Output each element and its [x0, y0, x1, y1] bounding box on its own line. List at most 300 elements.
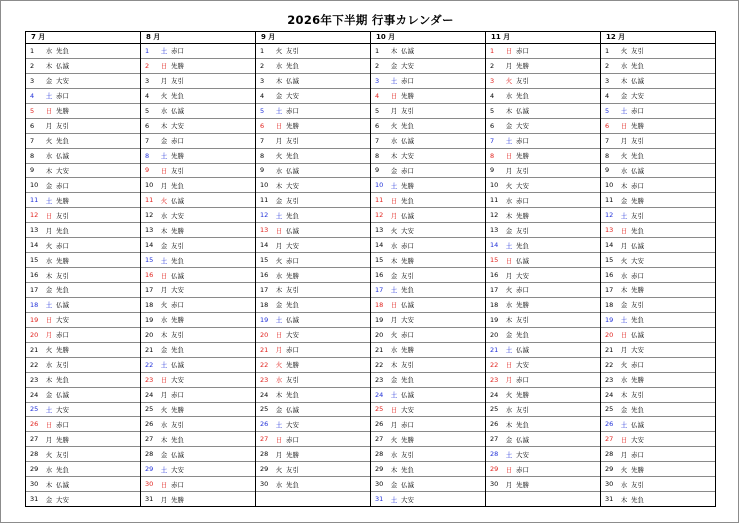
day-number: 14	[490, 241, 499, 250]
weekday: 木	[160, 435, 168, 444]
day-number: 19	[145, 315, 154, 324]
day-row	[371, 58, 485, 73]
day-number: 18	[30, 300, 39, 309]
weekday: 月	[505, 166, 513, 175]
day-number: 2	[375, 61, 380, 70]
day-row	[601, 177, 715, 192]
day-row	[601, 431, 715, 446]
weekday: 月	[390, 107, 398, 116]
day-row	[141, 491, 255, 506]
day-number: 18	[260, 300, 269, 309]
day-row	[486, 491, 600, 506]
weekday: 日	[620, 122, 628, 131]
page-title: 2026年下半期 行事カレンダー	[287, 13, 454, 27]
day-number: 28	[490, 450, 499, 459]
day-number: 28	[375, 450, 384, 459]
day-number: 10	[260, 181, 269, 190]
day-row	[256, 282, 370, 297]
day-row	[26, 177, 140, 192]
day-row	[371, 402, 485, 417]
weekday: 土	[390, 495, 398, 504]
day-number: 26	[30, 420, 39, 429]
day-row	[371, 148, 485, 163]
day-row	[601, 491, 715, 506]
weekday: 日	[160, 166, 168, 175]
weekday: 火	[160, 405, 168, 414]
day-row	[601, 372, 715, 387]
rokuyo: 仏滅	[516, 435, 529, 444]
rokuyo: 先負	[286, 62, 299, 71]
day-row	[371, 282, 485, 297]
day-row	[26, 88, 140, 103]
day-number: 1	[375, 46, 380, 55]
day-row	[486, 133, 600, 148]
rokuyo: 先勝	[631, 196, 644, 205]
weekday: 木	[505, 107, 513, 116]
day-number: 24	[490, 390, 499, 399]
day-number: 22	[30, 360, 39, 369]
weekday: 金	[275, 405, 283, 414]
day-number: 11	[260, 196, 269, 205]
day-number: 30	[375, 480, 384, 489]
rokuyo: 赤口	[631, 361, 644, 370]
weekday: 水	[620, 376, 628, 385]
day-number: 17	[145, 285, 154, 294]
day-number: 14	[260, 241, 269, 250]
rokuyo: 赤口	[401, 166, 414, 175]
day-row	[141, 372, 255, 387]
weekday: 日	[275, 331, 283, 340]
day-number: 26	[145, 420, 154, 429]
day-row	[486, 103, 600, 118]
rokuyo: 仏滅	[401, 47, 414, 56]
day-number: 27	[30, 435, 39, 444]
rokuyo: 先勝	[286, 122, 299, 131]
weekday: 土	[45, 405, 53, 414]
weekday: 日	[45, 316, 53, 325]
day-number: 2	[145, 61, 150, 70]
day-number: 13	[375, 226, 384, 235]
weekday: 土	[390, 286, 398, 295]
day-row	[486, 461, 600, 476]
day-number: 20	[260, 330, 269, 339]
rokuyo: 大安	[516, 271, 529, 280]
weekday: 土	[620, 316, 628, 325]
day-row	[256, 327, 370, 342]
rokuyo: 仏滅	[631, 166, 644, 175]
weekday: 土	[275, 420, 283, 429]
day-number: 2	[490, 61, 495, 70]
day-number: 30	[260, 480, 269, 489]
weekday: 金	[620, 196, 628, 205]
rokuyo: 友引	[401, 361, 414, 370]
rokuyo: 先勝	[286, 361, 299, 370]
weekday: 日	[275, 226, 283, 235]
weekday: 木	[390, 465, 398, 474]
day-row	[256, 207, 370, 222]
day-row	[141, 297, 255, 312]
rokuyo: 大安	[56, 405, 69, 414]
weekday: 金	[505, 226, 513, 235]
rokuyo: 先勝	[516, 391, 529, 400]
day-number: 16	[260, 271, 269, 280]
weekday: 日	[620, 435, 628, 444]
day-row	[601, 282, 715, 297]
weekday: 火	[390, 435, 398, 444]
day-row	[486, 402, 600, 417]
month-header: 10 月	[371, 32, 485, 44]
rokuyo: 友引	[171, 77, 184, 86]
day-number: 9	[375, 166, 380, 175]
rokuyo: 先負	[286, 211, 299, 220]
day-row	[601, 342, 715, 357]
weekday: 月	[160, 181, 168, 190]
rokuyo: 友引	[56, 271, 69, 280]
day-number: 27	[260, 435, 269, 444]
day-row	[371, 252, 485, 267]
rokuyo: 仏滅	[171, 361, 184, 370]
weekday: 水	[45, 47, 53, 56]
weekday: 土	[160, 256, 168, 265]
rokuyo: 先勝	[171, 495, 184, 504]
day-number: 1	[605, 46, 610, 55]
weekday: 水	[45, 361, 53, 370]
weekday: 月	[275, 241, 283, 250]
rokuyo: 赤口	[286, 107, 299, 116]
weekday: 水	[45, 465, 53, 474]
day-row	[26, 327, 140, 342]
day-number: 4	[375, 91, 380, 100]
day-number: 28	[145, 450, 154, 459]
day-row	[26, 297, 140, 312]
day-number: 31	[605, 495, 614, 504]
day-number: 16	[490, 271, 499, 280]
rokuyo: 赤口	[286, 256, 299, 265]
rokuyo: 仏滅	[401, 137, 414, 146]
day-number: 23	[145, 375, 154, 384]
weekday: 金	[45, 286, 53, 295]
weekday: 金	[390, 271, 398, 280]
day-number: 26	[490, 420, 499, 429]
day-row	[26, 58, 140, 73]
weekday: 火	[505, 181, 513, 190]
day-number: 5	[145, 106, 150, 115]
day-number: 14	[145, 241, 154, 250]
day-row	[601, 327, 715, 342]
rokuyo: 大安	[631, 256, 644, 265]
rokuyo: 大安	[56, 77, 69, 86]
rokuyo: 先勝	[286, 450, 299, 459]
weekday: 月	[160, 391, 168, 400]
rokuyo: 赤口	[171, 391, 184, 400]
rokuyo: 仏滅	[171, 450, 184, 459]
day-number: 12	[605, 211, 614, 220]
day-row	[371, 416, 485, 431]
day-row	[601, 163, 715, 178]
day-number: 30	[490, 480, 499, 489]
day-row	[486, 446, 600, 461]
rokuyo: 仏滅	[516, 107, 529, 116]
day-number: 18	[605, 300, 614, 309]
day-number: 20	[145, 330, 154, 339]
weekday: 金	[505, 435, 513, 444]
rokuyo: 友引	[401, 271, 414, 280]
rokuyo: 大安	[171, 465, 184, 474]
rokuyo: 赤口	[56, 331, 69, 340]
weekday: 月	[275, 450, 283, 459]
day-number: 20	[375, 330, 384, 339]
day-number: 19	[260, 315, 269, 324]
month-header: 12 月	[601, 32, 715, 44]
rokuyo: 赤口	[401, 241, 414, 250]
day-number: 3	[375, 76, 380, 85]
rokuyo: 先負	[631, 226, 644, 235]
day-number: 10	[30, 181, 39, 190]
weekday: 月	[620, 137, 628, 146]
day-number: 17	[490, 285, 499, 294]
weekday: 水	[275, 62, 283, 71]
rokuyo: 先勝	[56, 256, 69, 265]
rokuyo: 大安	[631, 435, 644, 444]
weekday: 水	[275, 271, 283, 280]
weekday: 月	[275, 137, 283, 146]
rokuyo: 赤口	[516, 376, 529, 385]
weekday: 火	[45, 241, 53, 250]
day-number: 15	[145, 256, 154, 265]
day-number: 28	[260, 450, 269, 459]
day-number: 13	[605, 226, 614, 235]
day-row	[256, 222, 370, 237]
rokuyo: 大安	[286, 331, 299, 340]
rokuyo: 先勝	[516, 62, 529, 71]
weekday: 日	[390, 301, 398, 310]
day-number: 21	[490, 345, 499, 354]
weekday: 日	[45, 107, 53, 116]
weekday: 月	[45, 435, 53, 444]
rokuyo: 先勝	[631, 122, 644, 131]
day-row	[141, 222, 255, 237]
day-row	[141, 312, 255, 327]
day-row	[26, 342, 140, 357]
day-number: 9	[490, 166, 495, 175]
weekday: 月	[505, 480, 513, 489]
day-row	[26, 431, 140, 446]
day-row	[486, 73, 600, 88]
day-row	[256, 416, 370, 431]
weekday: 月	[620, 450, 628, 459]
rokuyo: 赤口	[516, 137, 529, 146]
weekday: 水	[45, 152, 53, 161]
day-number: 4	[260, 91, 265, 100]
weekday: 金	[275, 301, 283, 310]
rokuyo: 仏滅	[171, 107, 184, 116]
weekday: 木	[275, 77, 283, 86]
day-row	[601, 58, 715, 73]
weekday: 土	[45, 92, 53, 101]
day-number: 29	[490, 465, 499, 474]
weekday: 金	[390, 62, 398, 71]
day-row	[256, 88, 370, 103]
rokuyo: 先負	[631, 316, 644, 325]
day-row	[371, 372, 485, 387]
rokuyo: 友引	[286, 137, 299, 146]
rokuyo: 友引	[286, 47, 299, 56]
weekday: 金	[45, 181, 53, 190]
weekday: 日	[390, 405, 398, 414]
rokuyo: 先負	[401, 465, 414, 474]
day-number: 3	[30, 76, 35, 85]
weekday: 金	[390, 376, 398, 385]
day-number: 7	[30, 136, 35, 145]
day-row	[601, 461, 715, 476]
rokuyo: 先勝	[56, 346, 69, 355]
weekday: 日	[505, 256, 513, 265]
day-row	[141, 327, 255, 342]
day-row	[26, 192, 140, 207]
rokuyo: 大安	[286, 241, 299, 250]
rokuyo: 大安	[516, 361, 529, 370]
day-row	[256, 476, 370, 491]
rokuyo: 赤口	[286, 435, 299, 444]
weekday: 月	[505, 62, 513, 71]
weekday: 日	[160, 376, 168, 385]
day-number: 31	[145, 495, 154, 504]
rokuyo: 仏滅	[56, 391, 69, 400]
rokuyo: 先勝	[171, 152, 184, 161]
weekday: 木	[160, 226, 168, 235]
day-row	[256, 252, 370, 267]
rokuyo: 先勝	[631, 376, 644, 385]
day-number: 11	[490, 196, 499, 205]
day-row	[601, 446, 715, 461]
rokuyo: 大安	[401, 152, 414, 161]
rokuyo: 仏滅	[171, 196, 184, 205]
day-number: 24	[30, 390, 39, 399]
weekday: 火	[505, 286, 513, 295]
rokuyo: 先負	[171, 346, 184, 355]
day-row	[486, 207, 600, 222]
day-number: 21	[375, 345, 384, 354]
rokuyo: 大安	[401, 316, 414, 325]
day-number: 1	[30, 46, 35, 55]
day-number: 9	[260, 166, 265, 175]
day-number: 12	[145, 211, 154, 220]
day-number: 26	[260, 420, 269, 429]
day-row	[601, 207, 715, 222]
rokuyo: 赤口	[171, 137, 184, 146]
day-number: 20	[605, 330, 614, 339]
rokuyo: 大安	[401, 226, 414, 235]
weekday: 月	[390, 211, 398, 220]
day-row	[141, 282, 255, 297]
day-row	[486, 327, 600, 342]
day-row	[141, 342, 255, 357]
weekday: 火	[390, 331, 398, 340]
weekday: 月	[390, 420, 398, 429]
day-row	[256, 177, 370, 192]
rokuyo: 大安	[401, 495, 414, 504]
day-row	[256, 73, 370, 88]
day-number: 6	[605, 121, 610, 130]
rokuyo: 赤口	[401, 420, 414, 429]
rokuyo: 先負	[56, 465, 69, 474]
day-row	[256, 148, 370, 163]
weekday: 日	[160, 62, 168, 71]
day-row	[601, 476, 715, 491]
day-number: 29	[605, 465, 614, 474]
rokuyo: 大安	[286, 420, 299, 429]
weekday: 土	[45, 301, 53, 310]
day-number: 7	[375, 136, 380, 145]
day-number: 7	[490, 136, 495, 145]
day-number: 21	[605, 345, 614, 354]
weekday: 火	[160, 92, 168, 101]
day-number: 16	[145, 271, 154, 280]
day-row	[601, 44, 715, 58]
rokuyo: 仏滅	[286, 77, 299, 86]
day-row	[256, 312, 370, 327]
day-row	[256, 342, 370, 357]
day-row	[26, 282, 140, 297]
day-row	[26, 446, 140, 461]
weekday: 土	[505, 241, 513, 250]
weekday: 月	[390, 316, 398, 325]
rokuyo: 先勝	[171, 405, 184, 414]
day-row	[141, 402, 255, 417]
rokuyo: 先勝	[171, 226, 184, 235]
day-number: 8	[490, 151, 495, 160]
weekday: 土	[620, 420, 628, 429]
day-number: 29	[145, 465, 154, 474]
rokuyo: 仏滅	[286, 226, 299, 235]
day-number: 10	[490, 181, 499, 190]
rokuyo: 大安	[631, 92, 644, 101]
day-number: 25	[605, 405, 614, 414]
day-number: 12	[30, 211, 39, 220]
day-row	[256, 491, 370, 506]
day-number: 3	[260, 76, 265, 85]
day-row	[601, 267, 715, 282]
weekday: 土	[160, 152, 168, 161]
rokuyo: 友引	[286, 465, 299, 474]
day-row	[601, 252, 715, 267]
rokuyo: 先勝	[516, 211, 529, 220]
weekday: 木	[275, 391, 283, 400]
weekday: 木	[160, 331, 168, 340]
weekday: 木	[390, 256, 398, 265]
day-number: 25	[260, 405, 269, 414]
day-row	[486, 342, 600, 357]
rokuyo: 友引	[631, 301, 644, 310]
day-row	[486, 282, 600, 297]
rokuyo: 赤口	[56, 92, 69, 101]
day-row	[26, 387, 140, 402]
day-row	[141, 446, 255, 461]
day-number: 6	[375, 121, 380, 130]
weekday: 土	[390, 391, 398, 400]
day-row	[256, 118, 370, 133]
day-row	[486, 163, 600, 178]
day-number: 11	[30, 196, 39, 205]
day-row	[601, 222, 715, 237]
rokuyo: 大安	[516, 181, 529, 190]
rokuyo: 仏滅	[401, 211, 414, 220]
weekday: 金	[160, 137, 168, 146]
day-number: 22	[145, 360, 154, 369]
day-row	[256, 387, 370, 402]
weekday: 土	[275, 316, 283, 325]
weekday: 火	[160, 301, 168, 310]
